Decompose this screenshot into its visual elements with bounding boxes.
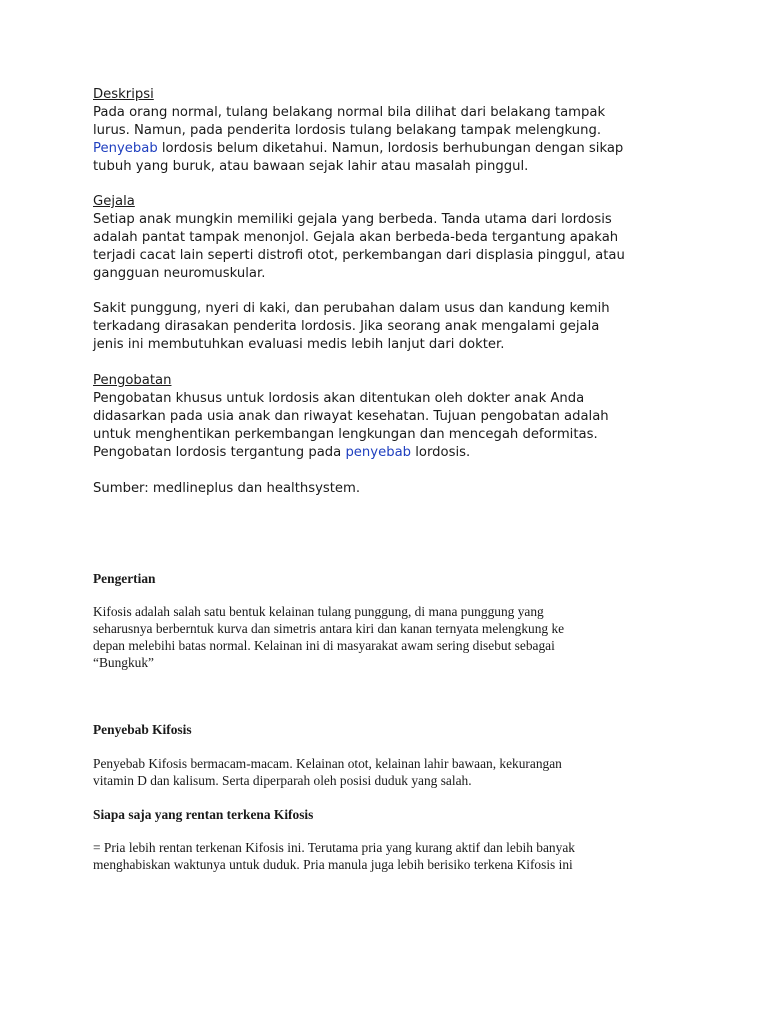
text-line: Sakit punggung, nyeri di kaki, dan perubahan dalam usus dan kandung kemih xyxy=(93,301,610,316)
text-line: terjadi cacat lain seperti distrofi otot, perkembangan dari displasia pinggul, atau xyxy=(93,248,625,263)
text-span: Pengobatan lordosis tergantung pada xyxy=(93,445,346,460)
text-line: tubuh yang buruk, atau bawaan sejak lahir atau masalah pinggul. xyxy=(93,159,529,174)
heading-gejala: Gejala xyxy=(93,194,135,209)
section-pengobatan xyxy=(93,372,693,462)
source-text: Sumber: medlineplus dan healthsystem. xyxy=(93,481,361,496)
heading-penyebab-kifosis: Penyebab Kifosis xyxy=(93,722,192,737)
penyebab-link[interactable]: penyebab xyxy=(345,445,412,460)
text-line: Setiap anak mungkin memiliki gejala yang berbeda. Tanda utama dari lordosis xyxy=(93,212,612,227)
text-line: Pengobatan khusus untuk lordosis akan ditentukan oleh dokter anak Anda xyxy=(93,391,585,406)
text-line: seharusnya berberntuk kurva dan simetris antara kiri dan kanan ternyata melengkung ke xyxy=(93,621,565,636)
text-line: Penyebab Kifosis bermacam-macam. Kelainan otot, kelainan lahir bawaan, kekurangan xyxy=(93,756,562,771)
heading-deskripsi: Deskripsi xyxy=(93,87,154,102)
paragraph-gejala-2 xyxy=(93,300,693,354)
text-line: jenis ini membutuhkan evaluasi medis lebih lanjut dari dokter. xyxy=(93,337,505,352)
text-line: vitamin D dan kalisum. Serta diperparah oleh posisi duduk yang salah. xyxy=(93,773,472,788)
paragraph-pengertian xyxy=(93,603,693,671)
text-line: Pada orang normal, tulang belakang normal bila dilihat dari belakang tampak xyxy=(93,105,606,120)
text-line: untuk menghentikan perkembangan lengkungan dan mencegah deformitas. xyxy=(93,427,598,442)
text-line: menghabiskan waktunya untuk duduk. Pria manula juga lebih berisiko terkena Kifosis ini xyxy=(93,857,573,872)
heading-pengobatan: Pengobatan xyxy=(93,373,172,388)
text-line: lurus. Namun, pada penderita lordosis tulang belakang tampak melengkung. xyxy=(93,123,602,138)
text-line xyxy=(93,140,693,158)
text-line: terkadang dirasakan penderita lordosis. Jika seorang anak mengalami gejala xyxy=(93,319,600,334)
paragraph-penyebab-kifosis xyxy=(93,755,693,789)
text-line: depan melebihi batas normal. Kelainan ini di masyarakat awam sering disebut sebagai xyxy=(93,638,555,653)
text-line xyxy=(93,444,693,462)
heading-pengertian: Pengertian xyxy=(93,571,156,586)
text-line: “Bungkuk” xyxy=(93,655,154,670)
heading-siapa-saja: Siapa saja yang rentan terkena Kifosis xyxy=(93,807,314,822)
penyebab-link[interactable]: Penyebab xyxy=(93,141,158,156)
section-gejala xyxy=(93,193,693,283)
text-line: = Pria lebih rentan terkenan Kifosis ini. Terutama pria yang kurang aktif dan lebih banyak xyxy=(93,840,575,855)
text-line: didasarkan pada usia anak dan riwayat kesehatan. Tujuan pengobatan adalah xyxy=(93,409,609,424)
paragraph-siapa-saja xyxy=(93,839,693,873)
section-deskripsi xyxy=(93,86,693,176)
text-span: lordosis belum diketahui. Namun, lordosis berhubungan dengan sikap xyxy=(157,141,624,156)
source-note xyxy=(93,480,693,498)
text-line: adalah pantat tampak menonjol. Gejala akan berbeda-beda tergantung apakah xyxy=(93,230,619,245)
text-span: lordosis. xyxy=(411,445,471,460)
text-line: Kifosis adalah salah satu bentuk kelainan tulang punggung, di mana punggung yang xyxy=(93,604,544,619)
text-line: gangguan neuromuskular. xyxy=(93,266,266,281)
